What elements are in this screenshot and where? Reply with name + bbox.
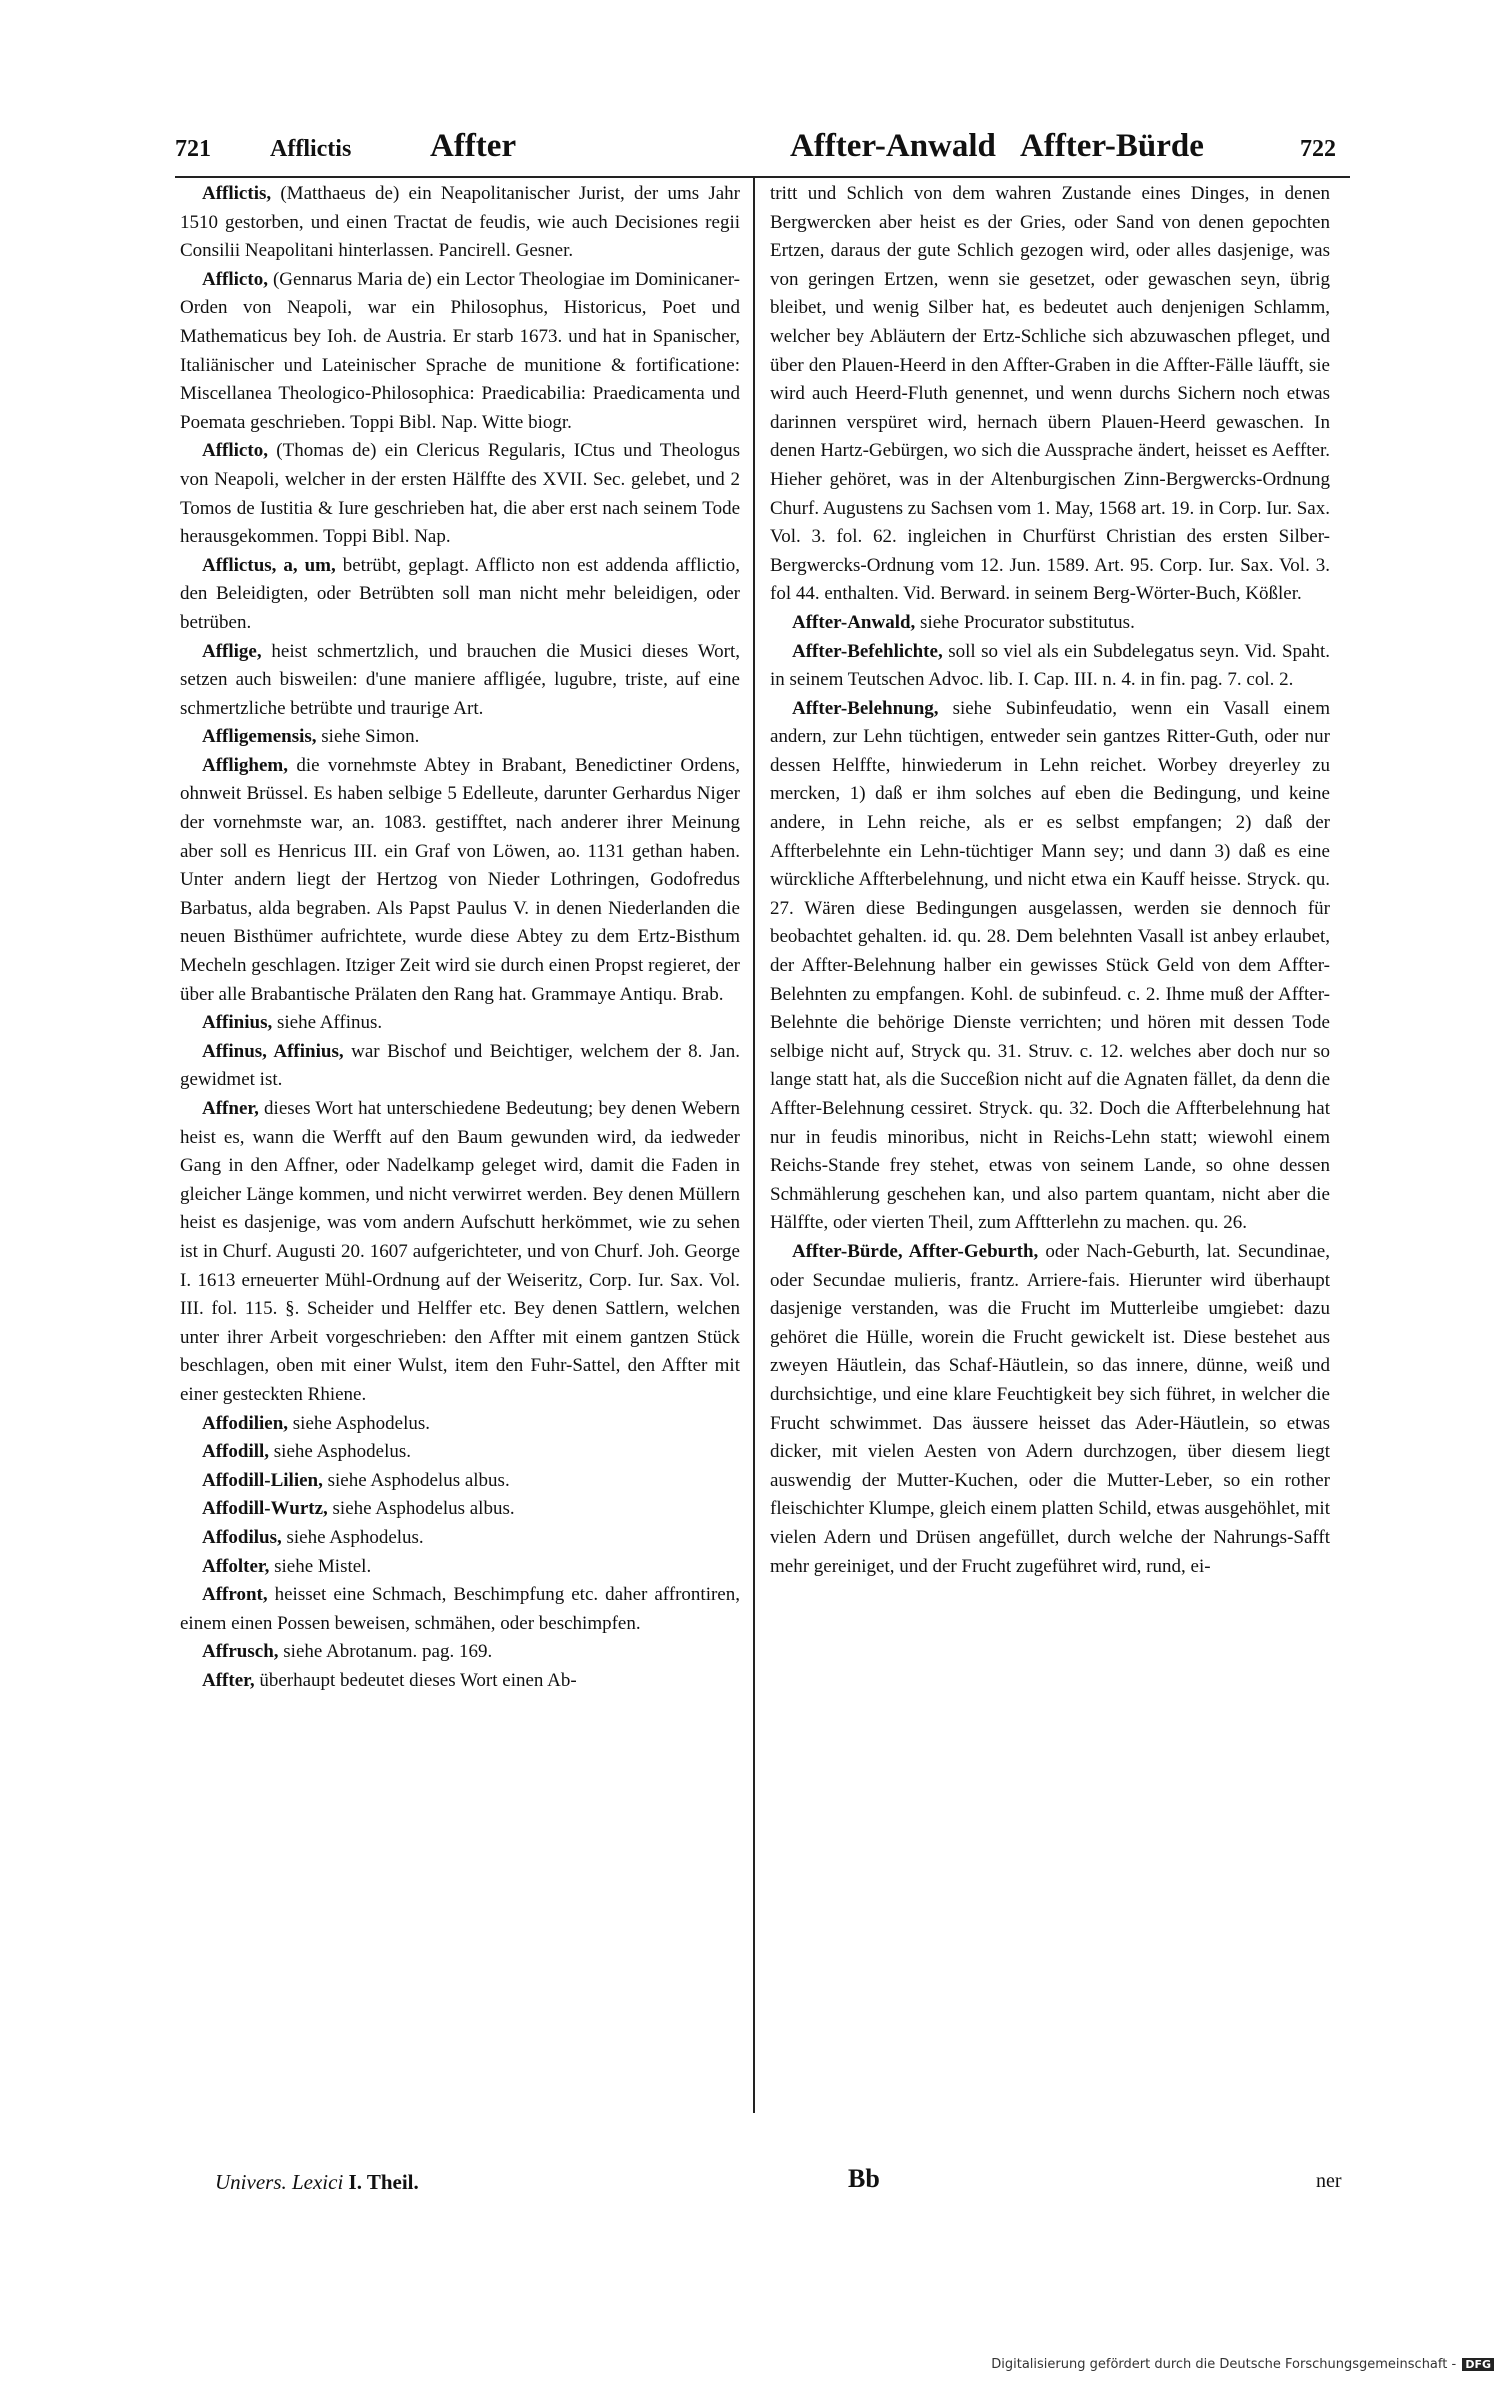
- dictionary-entry: [180, 1438, 740, 1467]
- dictionary-entry: [180, 1581, 740, 1638]
- dictionary-entry: [770, 695, 1330, 1238]
- dictionary-entry: [180, 1553, 740, 1582]
- entry-text: heisset eine Schmach, Beschimpfung etc. daher affrontiren, einem einen Possen beweisen, schmähen, oder beschimpfen.: [180, 1584, 740, 1634]
- signature-bold: I. Theil.: [348, 2170, 419, 2194]
- left-column: [180, 180, 740, 1695]
- entry-headword: Afflicto,: [202, 268, 268, 290]
- dictionary-entry: [180, 1495, 740, 1524]
- entry-headword: Affligemensis,: [202, 726, 317, 748]
- entry-text: (Matthaeus de) ein Neapolitanischer Jurist, der ums Jahr 1510 gestorben, und einen Tractat de feudis, wie auch Decisiones regii Consilii Neapolitani hinterlassen. Pancirell. Gesner.: [180, 183, 740, 262]
- entry-headword: Affter,: [202, 1669, 255, 1691]
- dfg-logo: DFG: [1462, 2358, 1494, 2371]
- entry-headword: Affinius,: [202, 1012, 273, 1034]
- entry-text: siehe Procurator substitutus.: [920, 611, 1135, 633]
- header-keyword-left-small: Afflictis: [270, 136, 352, 162]
- running-header: [175, 128, 1350, 176]
- entry-headword: Affrusch,: [202, 1641, 279, 1663]
- entry-headword: Affner,: [202, 1098, 259, 1119]
- entry-text: die vornehmste Abtey in Brabant, Benedictiner Ordens, ohnweit Brüssel. Es haben selbige 5 Edelleute, darunter Gerhardus Niger der vornehmste war, an. 1083. gestifftet, nach anderer ihrer Meinung aber soll es Henricus III. ein Graf von Löwen, ao. 1131 gethan haben. Unter andern liegt der Hertzog von Nieder Lothringen, Godofredus Barbatus, alda begraben. Als Papst Paulus V. in denen Niederlanden die neuen Bisthümer aufrichtete, wurde diese Abtey zu dem Ertz-Bisthum Mecheln geschlagen. Itziger Zeit wird sie durch einen Propst regieret, der über alle Brabantische Prälaten den Rang hat. Grammaye Antiqu. Brab.: [180, 754, 740, 1005]
- right-column: [770, 180, 1330, 1581]
- header-rule: [175, 176, 1350, 178]
- entry-headword: Affter-Anwald,: [792, 611, 916, 633]
- dictionary-entry: [180, 180, 740, 266]
- dictionary-entry: [180, 1638, 740, 1667]
- entry-text: tritt und Schlich von dem wahren Zustande eines Dinges, in denen Bergwercken aber heist es der Gries, oder Sand von denen gepochten Ertzen, daraus der gute Schlich gezogen wird, oder alles dasjenige, was von geringen Ertzen, wenn sie gesetzet, oder gewaschen seyn, übrig bleibet, und wenig Silber hat, es bedeutet auch denjenigen Schlamm, welcher bey Abläutern der Ertz-Schliche sich abzuwaschen pfleget, und über den Plauen-Heerd in den Affter-Graben in die Affter-Fälle läufft, sie wird auch Heerd-Fluth genennet, und wenn durchs Sichern noch etwas darinnen verspüret wird, hernach übern Plauen-Heerd gewaschen. In denen Hartz-Gebürgen, wo sich die Aussprache ändert, heisset es Aeffter. Hieher gehöret, was in der Altenburgischen Zinn-Bergwercks-Ordnung Churf. Augustens zu Sachsen vom 1. May, 1568 art. 19. in Corp. Iur. Sax. Vol. 3. fol. 62. ingleichen in Churfürst Christian des ersten Silber-Bergwercks-Ordnung vom 12. Jun. 1589. Art. 95. Corp. Iur. Sax. Vol. 3. fol 44. enthalten. Vid. Berward. in seinem Berg-Wörter-Buch, Kößler.: [770, 183, 1330, 605]
- entry-text: siehe Asphodelus.: [292, 1412, 430, 1434]
- dictionary-entry: [770, 638, 1330, 695]
- dictionary-entry: [770, 180, 1330, 609]
- dictionary-entry: [180, 723, 740, 752]
- entry-text: heist schmertzlich, und brauchen die Musici dieses Wort, setzen auch bisweilen: d'une maniere affligée, lugubre, triste, auf eine schmertzliche betrübte und traurige Art.: [180, 640, 740, 719]
- dictionary-entry: [180, 266, 740, 438]
- entry-text: siehe Subinfeudatio, wenn ein Vasall einem andern, zur Lehn tüchtigen, entweder sein gantzes Ritter-Guth, oder nur dessen Helffte, hinwiederum in Lehn reichet. Worbey dreyerley zu mercken, 1) daß er ihm solches auf eben die Bedingung, und keine andere, in Lehn reiche, als er es selbst empfangen; 2) daß der Affterbelehnte ein Lehn-tüchtiger Mann sey; und dann 3) daß es eine würckliche Affterbelehnung, und nicht etwa ein Kauff heisse. Stryck. qu. 27. Wären diese Bedingungen ausgelassen, werden sie dennoch für beobachtet gehalten. id. qu. 28. Dem belehnten Vasall ist anbey erlaubet, der Affter-Belehnung halber ein gewisses Stück Geld von dem Affter-Belehnten zu empfangen. Kohl. de subinfeud. c. 2. Ihme muß der Affter-Belehnte die behörige Dienste verrichten; und hören mit dessen Tode selbige nicht auf, Stryck qu. 31. Struv. c. 12. welches aber doch nur so lange statt hat, als die Succeßion nicht auf die Agnaten fället, da denn die Affter-Belehnung cessiret. Stryck. qu. 32. Doch die Affterbelehnung hat nur in feudis minoribus, nicht in Reichs-Lehn statt; wiewohl einem Reichs-Stande frey stehet, etwas von seinem Lande, so ohne dessen Schmählerung geschehen kan, und also partem quantam, nicht aber die Hälffte, oder vierten Theil, zum Afftterlehn zu machen. qu. 26.: [770, 697, 1331, 1234]
- entry-headword: Affront,: [202, 1584, 268, 1606]
- entry-headword: Afflictus, a, um,: [202, 554, 336, 576]
- page-number-right: 722: [1300, 136, 1336, 162]
- dictionary-entry: [180, 1038, 740, 1095]
- column-divider: [753, 178, 755, 2113]
- entry-headword: Affter-Bürde, Affter-Geburth,: [792, 1240, 1039, 1262]
- header-keyword-left-big: Affter: [430, 128, 517, 164]
- entry-headword: Affodill-Lilien,: [202, 1469, 323, 1491]
- entry-text: betrübt, geplagt. Afflicto non est addenda afflictio, den Beleidigten, oder Betrübten soll man nicht mehr beleidigen, oder betrüben.: [180, 554, 741, 633]
- dictionary-entry: [180, 1467, 740, 1496]
- digitization-credit: [991, 2357, 1494, 2372]
- entry-text: siehe Mistel.: [274, 1555, 372, 1577]
- entry-text: oder Nach-Geburth, lat. Secundinae, oder Secundae mulieris, frantz. Arriere-fais. Hierunter wird überhaupt dasjenige verstanden, was die Frucht im Mutterleibe umgiebet: dazu gehöret die Hülle, worein die Frucht gewickelt ist. Diese bestehet aus zweyen Häutlein, das Schaf-Häutlein, so das innere, dünne, weiß und durchsichtige, und eine klare Feuchtigkeit bey sich führet, in welcher die Frucht schwimmet. Das äussere heisset das Ader-Häutlein, so etwas dicker, mit vielen Aesten von Adern durchzogen, über diesem liegt auswendig der Mutter-Kuchen, oder die Mutter-Leber, so ein rother fleischichter Klumpe, gleich einem platten Schild, etwas ausgehöhlet, mit vielen Adern und Drüsen angefüllet, durch welche der Nahrungs-Safft mehr gereiniget, und der Frucht zugeführet wird, rund, ei-: [770, 1240, 1330, 1577]
- entry-headword: Afflicto,: [202, 440, 268, 462]
- entry-headword: Afflige,: [202, 640, 262, 662]
- entry-text: siehe Asphodelus albus.: [332, 1498, 515, 1520]
- entry-headword: Affodill-Wurtz,: [202, 1498, 328, 1520]
- signature-italic: Univers. Lexici: [215, 2170, 344, 2194]
- dictionary-entry: [180, 552, 740, 638]
- dictionary-entry: [770, 609, 1330, 638]
- entry-text: siehe Asphodelus albus.: [327, 1469, 510, 1491]
- dictionary-entry: [180, 1009, 740, 1038]
- entry-headword: Afflictis,: [202, 183, 272, 204]
- entry-text: siehe Asphodelus.: [286, 1526, 424, 1548]
- entry-text: (Thomas de) ein Clericus Regularis, ICtus und Theologus von Neapoli, welcher in der ersten Hälffte des XVII. Sec. gelebet, und 2 Tomos de Iustitia & Iure geschrieben hat, die aber erst nach seinem Tode herausgekommen. Toppi Bibl. Nap.: [180, 440, 740, 548]
- entry-headword: Afflighem,: [202, 754, 289, 776]
- dictionary-entry: [770, 1238, 1330, 1581]
- entry-headword: Affter-Befehlichte,: [792, 640, 943, 662]
- dictionary-entry: [180, 638, 740, 724]
- entry-text: siehe Simon.: [321, 726, 420, 748]
- entry-headword: Affinus, Affinius,: [202, 1040, 344, 1062]
- entry-text: siehe Asphodelus.: [273, 1441, 411, 1463]
- header-keyword-right-2: Affter-Bürde: [1020, 128, 1204, 164]
- entry-headword: Affodilien,: [202, 1412, 289, 1434]
- dictionary-entry: [180, 1410, 740, 1439]
- page-number-left: 721: [175, 136, 211, 162]
- footer-signature: [215, 2170, 419, 2195]
- dictionary-entry: [180, 1095, 740, 1410]
- dictionary-entry: [180, 1524, 740, 1553]
- dictionary-entry: [180, 1667, 740, 1696]
- credit-text: Digitalisierung gefördert durch die Deutsche Forschungsgemeinschaft -: [991, 2357, 1457, 2372]
- catchword: ner: [1316, 2170, 1342, 2192]
- entry-text: war Bischof und Beichtiger, welchem der 8. Jan. gewidmet ist.: [180, 1040, 740, 1091]
- signature-mark: Bb: [848, 2164, 880, 2193]
- entry-headword: Affodill,: [202, 1441, 270, 1463]
- entry-text: siehe Affinus.: [276, 1012, 383, 1034]
- entry-text: (Gennarus Maria de) ein Lector Theologiae im Dominicaner-Orden von Neapoli, war ein Philosophus, Historicus, Poet und Mathematicus bey Ioh. de Austria. Er starb 1673. und hat in Spanischer, Italiänischer und Lateinischer Sprache de munitione & fortificatione: Miscellanea Theologico-Philosophica: Praedicabilia: Praedicamenta und Poemata geschrieben. Toppi Bibl. Nap. Witte biogr.: [180, 268, 740, 433]
- entry-headword: Affter-Belehnung,: [792, 697, 939, 719]
- entry-headword: Affolter,: [202, 1555, 270, 1577]
- header-keyword-right-1: Affter-Anwald: [790, 128, 996, 164]
- entry-text: siehe Abrotanum. pag. 169.: [283, 1641, 493, 1663]
- entry-headword: Affodilus,: [202, 1526, 282, 1548]
- dictionary-entry: [180, 752, 740, 1009]
- entry-text: überhaupt bedeutet dieses Wort einen Ab-: [259, 1669, 577, 1691]
- entry-text: dieses Wort hat unterschiedene Bedeutung; bey denen Webern heist es, wann die Werfft auf den Baum gewunden wird, da iedweder Gang in den Affner, oder Nadelkamp geleget wird, damit die Faden in gleicher Länge kommen, und nicht verwirret werden. Bey denen Müllern heist es dasjenige, was vom andern Aufschutt herkömmet, wie zu sehen ist in Churf. Augusti 20. 1607 aufgerichteter, und von Churf. Joh. George I. 1613 erneuerter Mühl-Ordnung auf der Weiseritz, Corp. Iur. Sax. Vol. III. fol. 115. §. Scheider und Helffer etc. Bey denen Sattlern, welchen unter ihrer Arbeit vorgeschrieben: den Affter mit einem gantzen Stück beschlagen, oben mit einer Wulst, item den Fuhr-Sattel, den Affter mit einer gesteckten Rhiene.: [180, 1098, 740, 1405]
- dictionary-entry: [180, 437, 740, 551]
- entry-text: soll so viel als ein Subdelegatus seyn. Vid. Spaht. in seinem Teutschen Advoc. lib. I. Cap. III. n. 4. in fin. pag. 7. col. 2.: [770, 640, 1331, 691]
